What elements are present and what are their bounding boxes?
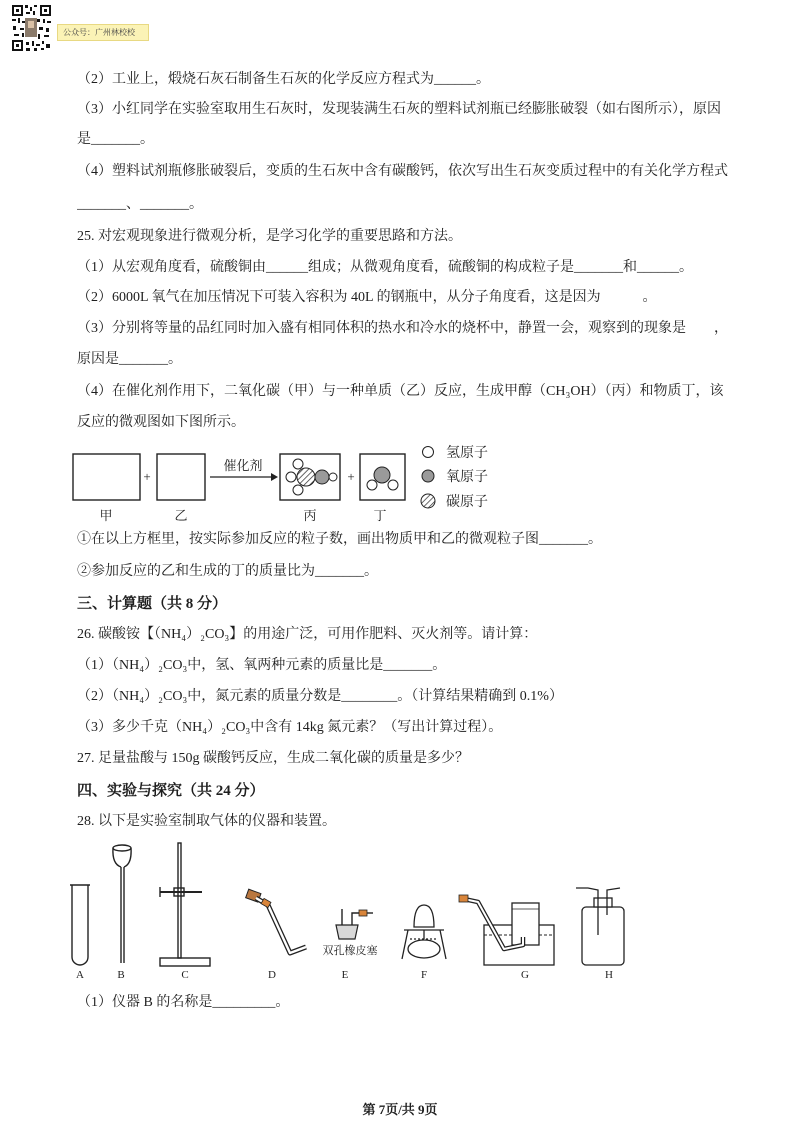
iron-stand-c xyxy=(160,843,210,966)
q24-part3-answer-line: 是_______。 xyxy=(77,132,154,147)
gas-bottle-h xyxy=(576,888,624,965)
q25-part2-text: （2）6000L 氧气在加压情况下可装入容积为 40L 的钢瓶中，从分子角度看，这是因为 。 xyxy=(77,290,657,305)
plus-sign-1: + xyxy=(143,469,151,484)
reaction-micro-diagram xyxy=(60,440,520,530)
label-bing: 丙 xyxy=(303,508,317,523)
apparatus-label-c: C xyxy=(181,969,189,981)
q25-part3-answer-line: 原因是_______。 xyxy=(77,352,182,367)
legend-oxygen: 氧原子 xyxy=(446,470,488,485)
plus-sign-2: + xyxy=(347,469,355,484)
q25-part4-sub2: ②参加反应的乙和生成的丁的质量比为_______。 xyxy=(77,564,378,579)
legend-hydrogen: 氢原子 xyxy=(446,446,488,461)
label-ding: 丁 xyxy=(373,508,387,523)
water-trough-g xyxy=(459,895,554,965)
water-molecule xyxy=(367,467,398,490)
q25-stem: 25. 对宏观现象进行微观分析，是学习化学的重要思路和方法。 xyxy=(77,229,462,244)
apparatus-label-d: D xyxy=(268,969,276,981)
q24-part3-text: （3）小红同学在实验室取用生石灰时，发现装满生石灰的塑料试剂瓶已经膨胀破裂（如右图所示），原因 xyxy=(77,102,721,117)
q24-part2-text: （2）工业上，煅烧石灰石制备生石灰的化学反应方程式为______。 xyxy=(77,72,490,87)
label-yi: 乙 xyxy=(174,508,188,523)
label-jia: 甲 xyxy=(99,508,113,523)
delivery-tube-d xyxy=(246,889,306,953)
apparatus-label-h: H xyxy=(605,969,613,981)
q24-part4-text: （4）塑料试剂瓶修胀破裂后，变质的生石灰中含有碳酸钙，依次写出生石灰变质过程中的有关化学方程式 xyxy=(77,164,728,179)
apparatus-label-f: F xyxy=(420,969,428,981)
apparatus-label-e: E xyxy=(341,969,349,981)
hydrogen-atom-icon xyxy=(423,447,434,458)
q26-part1-text: （1）（NH₄）₂CO₃中，氢、氧两种元素的质量比是_______。 xyxy=(77,658,447,673)
catalyst-label: 催化剂 xyxy=(223,458,263,473)
q25-part1-text: （1）从宏观角度看，硫酸铜由______组成；从微观角度看，硫酸铜的构成粒子是_______和______。 xyxy=(77,260,693,275)
q24-part4-answer-line: _______、_______。 xyxy=(77,197,203,212)
q26-part3-text: （3）多少千克（NH₄）₂CO₃中含有 14kg 氮元素？（写出计算过程）。 xyxy=(77,720,503,735)
methanol-molecule xyxy=(286,459,337,495)
oxygen-atom-icon xyxy=(422,470,434,482)
q28-stem: 28. 以下是实验室制取气体的仪器和装置。 xyxy=(77,814,336,829)
q25-part4-text: （4）在催化剂作用下，二氧化碳（甲）与一种单质（乙）反应，生成甲醇（CH₃OH）（丙）和物质丁，该 xyxy=(77,384,724,399)
two-hole-stopper-label: 双孔橡皮塞 xyxy=(322,945,378,957)
apparatus-label-b: B xyxy=(117,969,125,981)
box-jia xyxy=(73,454,140,500)
apparatus-diagram xyxy=(0,835,800,990)
long-neck-funnel-b xyxy=(113,845,131,963)
apparatus-label-g: G xyxy=(521,969,529,981)
section-3-heading: 三、计算题（共 8 分） xyxy=(77,596,228,612)
q25-part4-text-cont: 反应的微观图如下图所示。 xyxy=(77,415,245,430)
box-yi xyxy=(157,454,205,500)
catalyst-arrow xyxy=(210,473,278,481)
two-hole-stopper-e xyxy=(336,909,373,939)
apparatus-label-a: A xyxy=(76,969,84,981)
wechat-account-label: 公众号：广州林校校 xyxy=(57,24,149,41)
page-number: 第 7页/共 9页 xyxy=(362,1102,438,1117)
qr-code xyxy=(11,4,52,52)
atom-legend xyxy=(421,445,488,510)
section-4-heading: 四、实验与探究（共 24 分） xyxy=(77,783,265,799)
alcohol-lamp-f xyxy=(402,905,446,959)
q26-part2-text: （2）（NH₄）₂CO₃中，氮元素的质量分数是________。（计算结果精确到 0.1%） xyxy=(77,689,563,704)
test-tube-a xyxy=(70,885,90,965)
q27-stem: 27. 足量盐酸与 150g 碳酸钙反应，生成二氧化碳的质量是多少？ xyxy=(77,751,469,766)
q25-part3-text: （3）分别将等量的品红同时加入盛有相同体积的热水和冷水的烧杯中，静置一会，观察到的现象是 ， xyxy=(77,321,728,336)
q28-part1-text: （1）仪器 B 的名称是_________。 xyxy=(77,995,290,1010)
legend-carbon: 碳原子 xyxy=(446,495,488,510)
carbon-atom-icon xyxy=(421,494,435,508)
q26-stem: 26. 碳酸铵【（NH₄）₂CO₃】的用途广泛，可用作肥料、灭火剂等。请计算： xyxy=(77,627,538,642)
q25-part4-sub1: ①在以上方框里，按实际参加反应的粒子数，画出物质甲和乙的微观粒子图_______。 xyxy=(77,532,602,547)
